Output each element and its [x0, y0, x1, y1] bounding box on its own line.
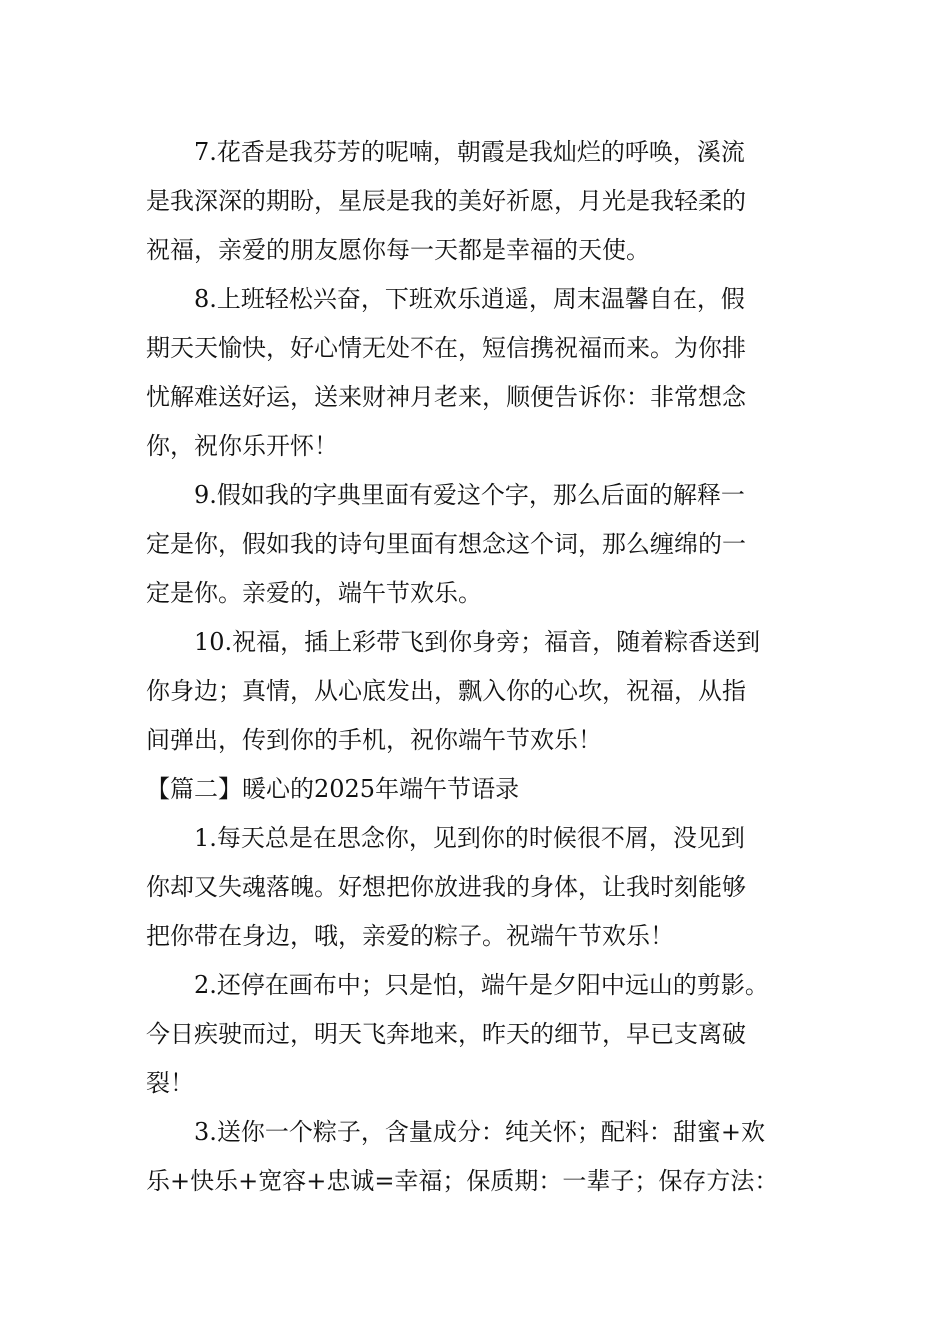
text-line: 期天天愉快，好心情无处不在，短信携祝福而来。为你排: [146, 334, 746, 362]
text-line: 3.送你一个粽子，含量成分：纯关怀；配料：甜蜜+欢: [194, 1118, 766, 1146]
text-line: 1.每天总是在思念你，见到你的时候很不屑，没见到: [194, 824, 745, 852]
paragraph-7: [146, 128, 826, 275]
document-page: [146, 128, 826, 1206]
paragraph-9: [146, 471, 826, 618]
text-line: 把你带在身边，哦，亲爱的粽子。祝端午节欢乐！: [146, 922, 674, 950]
text-line: 祝福，亲爱的朋友愿你每一天都是幸福的天使。: [146, 236, 650, 264]
text-line: 10.祝福，插上彩带飞到你身旁；福音，随着粽香送到: [194, 628, 761, 656]
text-line: 是我深深的期盼，星辰是我的美好祈愿，月光是我轻柔的: [146, 187, 746, 215]
text-line: 你，祝你乐开怀！: [146, 432, 338, 460]
text-line: 8.上班轻松兴奋，下班欢乐逍遥，周末温馨自在，假: [194, 285, 745, 313]
text-line: 裂！: [146, 1069, 194, 1097]
section-paragraph-3: [146, 1108, 826, 1206]
paragraph-8: [146, 275, 826, 471]
text-line: 7.花香是我芬芳的呢喃，朝霞是我灿烂的呼唤，溪流: [194, 138, 745, 166]
text-line: 今日疾驶而过，明天飞奔地来，昨天的细节，早已支离破: [146, 1020, 746, 1048]
text-line: 你却又失魂落魄。好想把你放进我的身体，让我时刻能够: [146, 873, 746, 901]
text-line: 9.假如我的字典里面有爱这个字，那么后面的解释一: [194, 481, 745, 509]
text-line: 乐+快乐+宽容+忠诚=幸福；保质期：一辈子；保存方法：: [146, 1167, 779, 1195]
text-line: 定是你，假如我的诗句里面有想念这个词，那么缠绵的一: [146, 530, 746, 558]
text-line: 间弹出，传到你的手机，祝你端午节欢乐！: [146, 726, 602, 754]
text-line: 定是你。亲爱的，端午节欢乐。: [146, 579, 482, 607]
section-heading: 【篇二】暖心的2025年端午节语录: [146, 775, 520, 803]
text-line: 忧解难送好运，送来财神月老来，顺便告诉你：非常想念: [146, 383, 746, 411]
text-line: 你身边；真情，从心底发出，飘入你的心坎，祝福，从指: [146, 677, 746, 705]
section-paragraph-1: [146, 814, 826, 961]
section-paragraph-2: [146, 961, 826, 1108]
paragraph-10: [146, 618, 826, 765]
text-line: 2.还停在画布中；只是怕，端午是夕阳中远山的剪影。: [194, 971, 769, 999]
